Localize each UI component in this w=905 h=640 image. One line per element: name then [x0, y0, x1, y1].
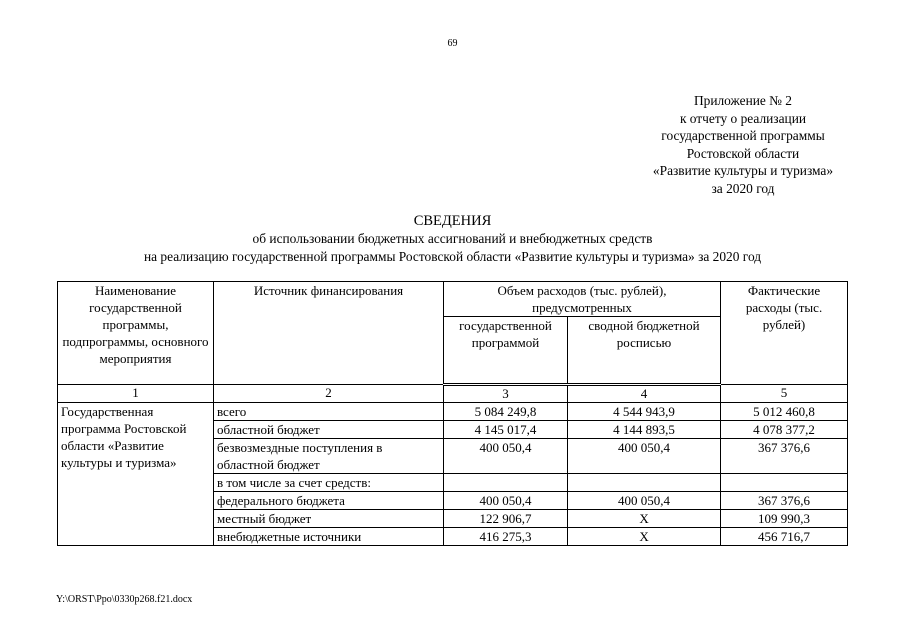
budget-cell: 4 544 943,9 — [568, 403, 721, 421]
budget-cell: 400 050,4 — [568, 492, 721, 510]
header-by-budget: сводной бюджетной росписью — [568, 317, 721, 385]
planned-cell — [444, 474, 568, 492]
actual-cell: 367 376,6 — [721, 492, 848, 510]
actual-cell: 5 012 460,8 — [721, 403, 848, 421]
column-number: 5 — [721, 385, 848, 403]
program-name-cell: Государственная программа Ростовской области «Развитие культуры и туризма» — [58, 403, 214, 546]
planned-cell: 400 050,4 — [444, 439, 568, 474]
planned-cell: 4 145 017,4 — [444, 421, 568, 439]
column-number: 3 — [444, 385, 568, 403]
planned-cell: 5 084 249,8 — [444, 403, 568, 421]
column-number: 2 — [214, 385, 444, 403]
appendix-line: за 2020 год — [711, 180, 775, 196]
planned-cell: 416 275,3 — [444, 528, 568, 546]
appendix-line: Ростовской области — [686, 145, 800, 161]
document-title: СВЕДЕНИЯ — [413, 213, 492, 229]
header-program-name: Наименование государственной программы, подпрограммы, основного мероприятия — [58, 282, 214, 385]
source-cell: в том числе за счет средств: — [214, 474, 444, 492]
document-heading — [0, 212, 905, 266]
appendix-line: государственной программы — [661, 128, 825, 143]
source-cell: областной бюджет — [214, 421, 444, 439]
budget-cell: Х — [568, 528, 721, 546]
actual-cell — [721, 474, 848, 492]
actual-cell: 109 990,3 — [721, 510, 848, 528]
header-by-program: государственной программой — [444, 317, 568, 385]
source-cell: местный бюджет — [214, 510, 444, 528]
document-subtitle-1: об использовании бюджетных ассигнований и внебюджетных средств — [252, 231, 653, 246]
file-path-footer: Y:\ORST\Ppo\0330p268.f21.docx — [56, 594, 193, 605]
source-cell: внебюджетные источники — [214, 528, 444, 546]
header-funding-source: Источник финансирования — [214, 282, 444, 385]
source-cell: федерального бюджета — [214, 492, 444, 510]
appendix-line: «Развитие культуры и туризма» — [652, 163, 834, 178]
actual-cell: 456 716,7 — [721, 528, 848, 546]
document-subtitle-2: на реализацию государственной программы Ростовской области «Развитие культуры и туризма» за 2020 год — [143, 249, 762, 264]
source-cell: всего — [214, 403, 444, 421]
appendix-note — [628, 92, 858, 197]
actual-cell: 4 078 377,2 — [721, 421, 848, 439]
budget-cell: 4 144 893,5 — [568, 421, 721, 439]
appendix-line: к отчету о реализации — [679, 110, 807, 126]
column-number: 4 — [568, 385, 721, 403]
budget-cell: Х — [568, 510, 721, 528]
expenditure-table — [57, 281, 848, 546]
table-row — [58, 403, 848, 421]
actual-cell: 367 376,6 — [721, 439, 848, 474]
planned-cell: 400 050,4 — [444, 492, 568, 510]
budget-cell: 400 050,4 — [568, 439, 721, 474]
page-number: 69 — [447, 38, 458, 49]
column-number-row — [58, 385, 848, 403]
appendix-line: Приложение № 2 — [693, 93, 793, 108]
header-actual-expenses: Фактические расходы (тыс. рублей) — [721, 282, 848, 385]
planned-cell: 122 906,7 — [444, 510, 568, 528]
header-expenditure-volume: Объем расходов (тыс. рублей), предусмотренных — [444, 282, 721, 317]
column-number: 1 — [58, 385, 214, 403]
source-cell: безвозмездные поступления в областной бюджет — [214, 439, 444, 474]
budget-cell — [568, 474, 721, 492]
